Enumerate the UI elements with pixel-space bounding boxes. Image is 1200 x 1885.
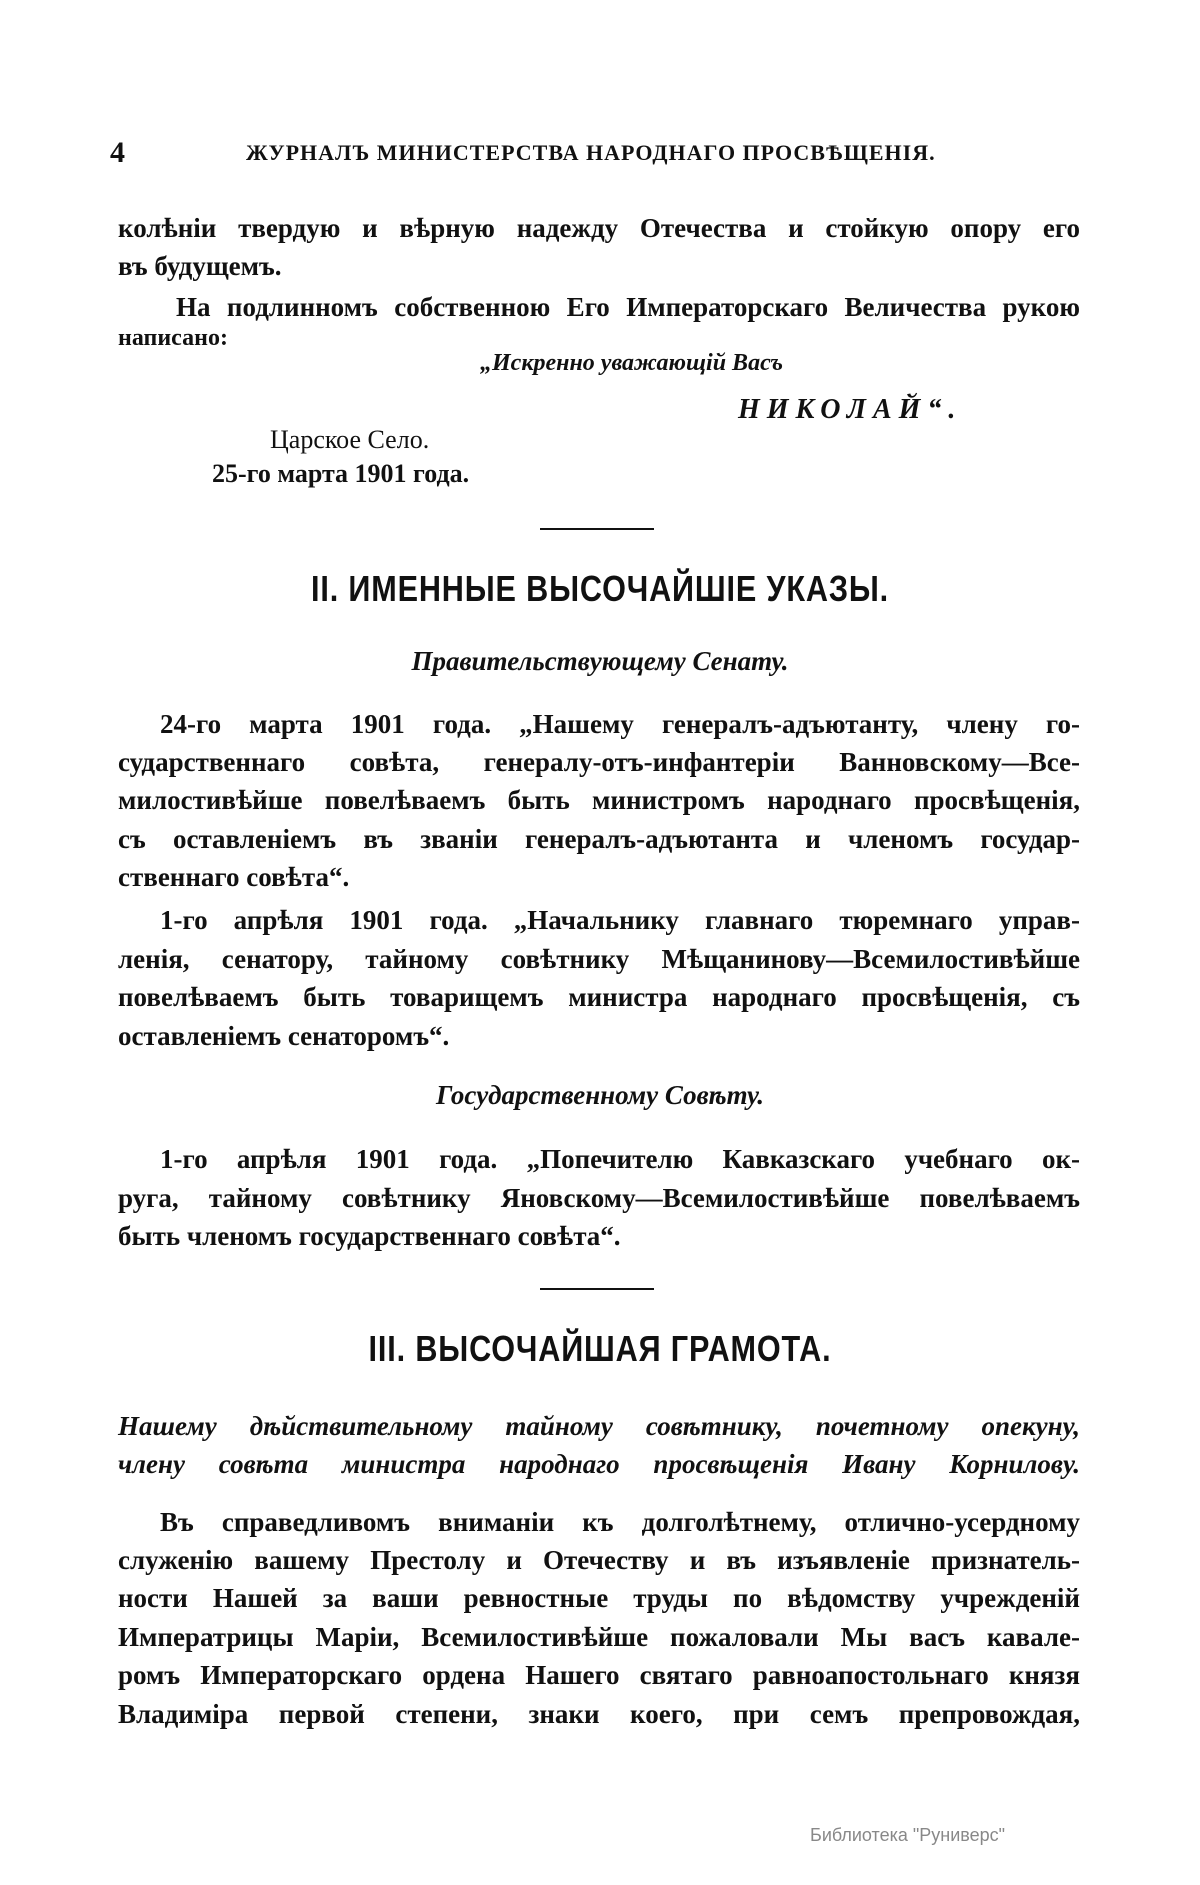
text-line: съ оставленіемъ въ званіи генералъ-адъютанта и членомъ государ- xyxy=(118,824,1080,854)
text-line: милостивѣйше повелѣваемъ быть министромъ народнаго просвѣщенія, xyxy=(118,785,1080,815)
text-line: сударственнаго совѣта, генералу-отъ-инфантеріи Ванновскому—Все- xyxy=(118,747,1080,777)
divider xyxy=(540,1288,654,1290)
text-line: Въ справедливомъ вниманіи къ долголѣтнему, отлично-усердному xyxy=(160,1507,1080,1537)
section-heading: II. ИМЕННЫЕ ВЫСОЧАЙШІЕ УКАЗЫ. xyxy=(310,568,890,609)
text-line: оставленіемъ сенаторомъ“. xyxy=(118,1021,450,1051)
signature: НИКОЛАЙ“. xyxy=(738,394,963,425)
section-heading: III. ВЫСОЧАЙШАЯ ГРАМОТА. xyxy=(368,1328,832,1369)
text-line: 24-го марта 1901 года. „Нашему генералъ-адъютанту, члену го- xyxy=(160,709,1080,739)
text-line: написано: xyxy=(118,325,228,351)
library-watermark: Библиотека "Руниверс" xyxy=(810,1825,1006,1845)
text-line: ленія, сенатору, тайному совѣтнику Мѣщанинову—Всемилостивѣйше xyxy=(118,944,1080,974)
date: 25-го марта 1901 года. xyxy=(212,459,470,488)
page-number: 4 xyxy=(110,136,126,169)
subheading: Правительствующему Сенату. xyxy=(411,646,789,676)
text-line: ности Нашей за ваши ревностные труды по вѣдомству учрежденій xyxy=(118,1583,1080,1613)
text-line: 1-го апрѣля 1901 года. „Попечителю Кавказскаго учебнаго ок- xyxy=(160,1144,1080,1174)
place: Царское Село. xyxy=(270,425,430,454)
text-line: руга, тайному совѣтнику Яновскому—Всемилостивѣйше повелѣваемъ xyxy=(118,1183,1080,1213)
text-line: ромъ Императорскаго ордена Нашего святаго равноапостольнаго князя xyxy=(118,1660,1080,1690)
address-line: Нашему дѣйствительному тайному совѣтнику, почетному опекуну, xyxy=(118,1411,1080,1441)
text-line: 1-го апрѣля 1901 года. „Начальнику главнаго тюремнаго управ- xyxy=(160,905,1080,935)
text-line: На подлинномъ собственною Его Императорскаго Величества рукою xyxy=(176,292,1080,322)
text-line: Императрицы Маріи, Всемилостивѣйше пожаловали Мы васъ кавале- xyxy=(118,1622,1080,1652)
journal-title: ЖУРНАЛЪ МИНИСТЕРСТВА НАРОДНАГО ПРОСВѢЩЕНІЯ. xyxy=(246,140,936,165)
text-line: ственнаго совѣта“. xyxy=(118,862,350,892)
text-line: колѣніи твердую и вѣрную надежду Отечества и стойкую опору его xyxy=(118,213,1080,243)
signature-phrase: „Искренно уважающій Васъ xyxy=(480,350,784,376)
text-line: Владиміра первой степени, знаки коего, при семъ препровождая, xyxy=(118,1699,1080,1729)
address-line: члену совѣта министра народнаго просвѣщенія Ивану Корнилову. xyxy=(118,1449,1080,1479)
subheading: Государственному Совѣту. xyxy=(435,1080,765,1110)
divider xyxy=(540,528,654,530)
text-line: служенію вашему Престолу и Отечеству и въ изъявленіе признатель- xyxy=(118,1545,1080,1575)
text-line: быть членомъ государственнаго совѣта“. xyxy=(118,1221,621,1251)
text-line: повелѣваемъ быть товарищемъ министра народнаго просвѣщенія, съ xyxy=(118,982,1080,1012)
text-line: въ будущемъ. xyxy=(118,251,282,281)
